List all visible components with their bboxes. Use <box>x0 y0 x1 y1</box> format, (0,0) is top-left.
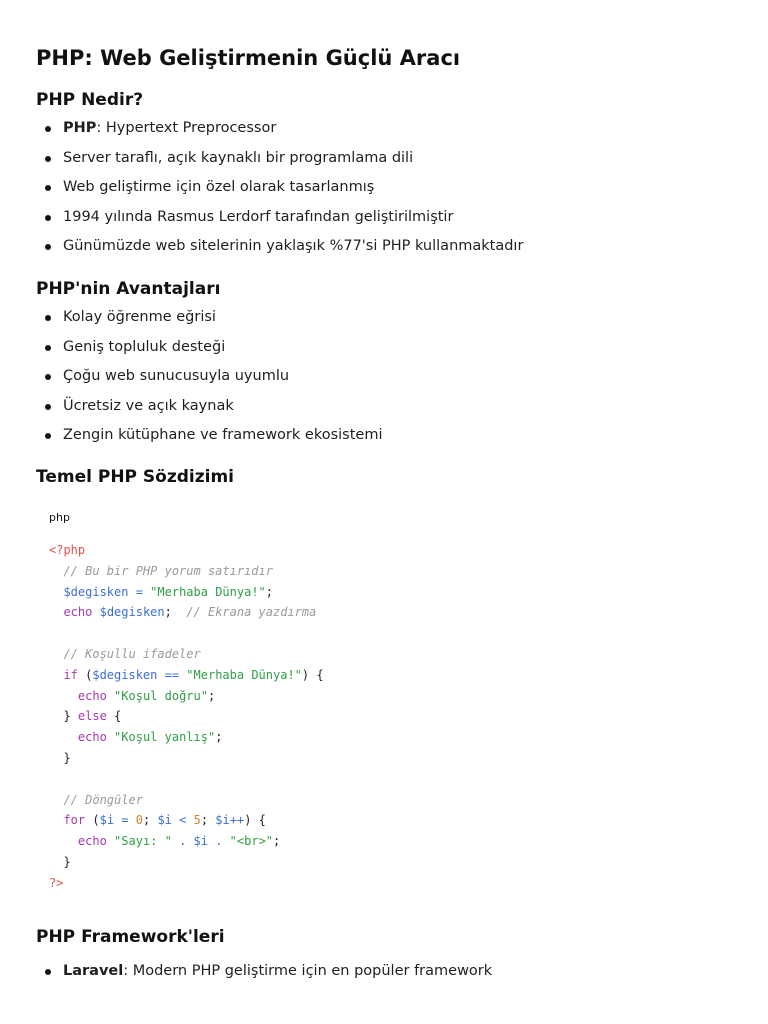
page-title: PHP: Web Geliştirmenin Güçlü Aracı <box>36 46 461 70</box>
section-heading-sozdizimi: Temel PHP Sözdizimi <box>36 466 234 487</box>
list-item: Zengin kütüphane ve framework ekosistemi <box>36 425 732 455</box>
list-item: Çoğu web sunucusuyla uyumlu <box>36 366 732 396</box>
list-avantajlar <box>36 307 732 455</box>
list-nedir <box>36 118 732 266</box>
list-item: Ücretsiz ve açık kaynak <box>36 396 732 426</box>
list-item: Server taraflı, açık kaynaklı bir programlama dili <box>36 148 732 178</box>
list-item: Günümüzde web sitelerinin yaklaşık %77'si PHP kullanmaktadır <box>36 236 732 266</box>
code-language-label: php <box>49 510 70 524</box>
list-item: Laravel: Modern PHP geliştirme için en popüler framework <box>36 961 732 991</box>
list-item: PHP: Hypertext Preprocessor <box>36 118 732 148</box>
list-item: Kolay öğrenme eğrisi <box>36 307 732 337</box>
section-heading-nedir: PHP Nedir? <box>36 90 144 110</box>
code-content: <?php // Bu bir PHP yorum satırıdır $degisken = "Merhaba Dünya!"; echo $degisken; // Ekrana yazdırma // Koşullu ifadeler if ($degisken == "Merhaba Dünya!") { echo "Koşul doğru"; } else { echo "Koşul yanlış"; } // Döngüler for ($i = 0; $i < 5; $i++) { echo "Sayı: " . $i . "<br>"; } ?> <box>49 542 324 890</box>
list-item: Geniş topluluk desteği <box>36 337 732 367</box>
list-frameworks <box>36 961 732 991</box>
list-item: 1994 yılında Rasmus Lerdorf tarafından geliştirilmiştir <box>36 207 732 237</box>
section-heading-avantajlar: PHP'nin Avantajları <box>36 278 221 299</box>
list-item: Web geliştirme için özel olarak tasarlanmış <box>36 177 732 207</box>
section-heading-frameworks: PHP Framework'leri <box>36 927 225 948</box>
code-block <box>36 511 732 894</box>
